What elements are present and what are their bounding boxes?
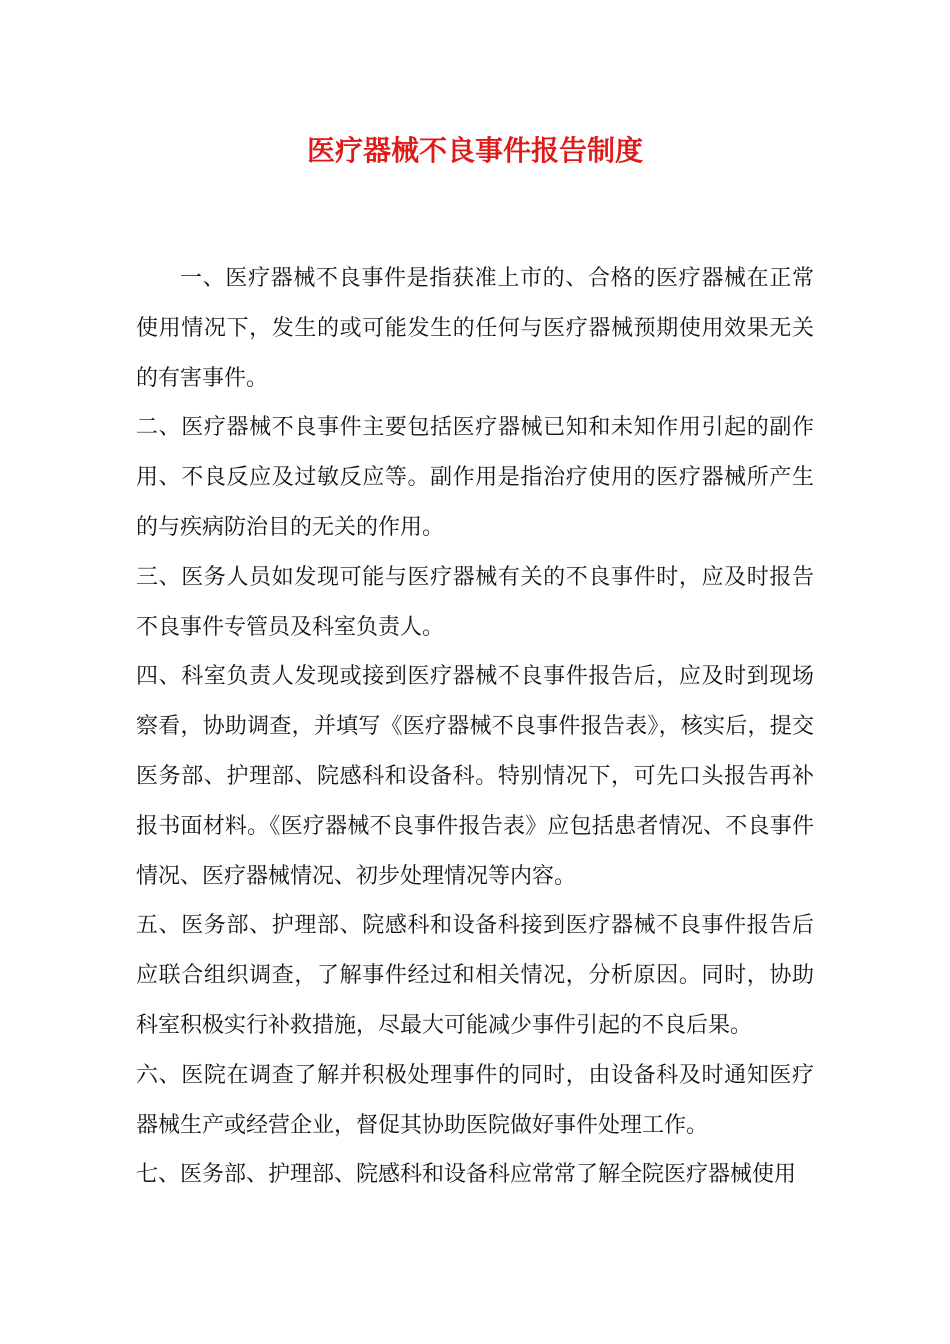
- paragraph-7: 七、医务部、护理部、院感科和设备科应常常了解全院医疗器械使用: [136, 1162, 797, 1188]
- paragraph-1: 一、医疗器械不良事件是指获准上市的、合格的医疗器械在正常使用情况下，发生的或可能发生的任何与医疗器械预期使用效果无关的有害事件。: [136, 266, 814, 391]
- paragraph-6: 六、医院在调查了解并积极处理事件的同时，由设备科及时通知医疗器械生产或经营企业，督促其协助医院做好事件处理工作。: [136, 1062, 814, 1138]
- document-body: [136, 254, 814, 1200]
- paragraph-4: 四、科室负责人发现或接到医疗器械不良事件报告后，应及时到现场察看，协助调查，并填写《医疗器械不良事件报告表》，核实后，提交医务部、护理部、院感科和设备科。特别情况下，可先口头报告再补报书面材料。《医疗器械不良事件报告表》应包括患者情况、不良事件情况、医疗器械情况、初步处理情况等内容。: [136, 664, 814, 889]
- paragraph-3: 三、医务人员如发现可能与医疗器械有关的不良事件时，应及时报告不良事件专管员及科室负责人。: [136, 564, 814, 640]
- document-title: 医疗器械不良事件报告制度: [306, 134, 643, 167]
- paragraph-5: 五、医务部、护理部、院感科和设备科接到医疗器械不良事件报告后应联合组织调查，了解事件经过和相关情况，分析原因。同时，协助科室积极实行补救措施，尽最大可能减少事件引起的不良后果。: [136, 913, 814, 1038]
- paragraph-2: 二、医疗器械不良事件主要包括医疗器械已知和未知作用引起的副作用、不良反应及过敏反应等。副作用是指治疗使用的医疗器械所产生的与疾病防治目的无关的作用。: [136, 415, 814, 540]
